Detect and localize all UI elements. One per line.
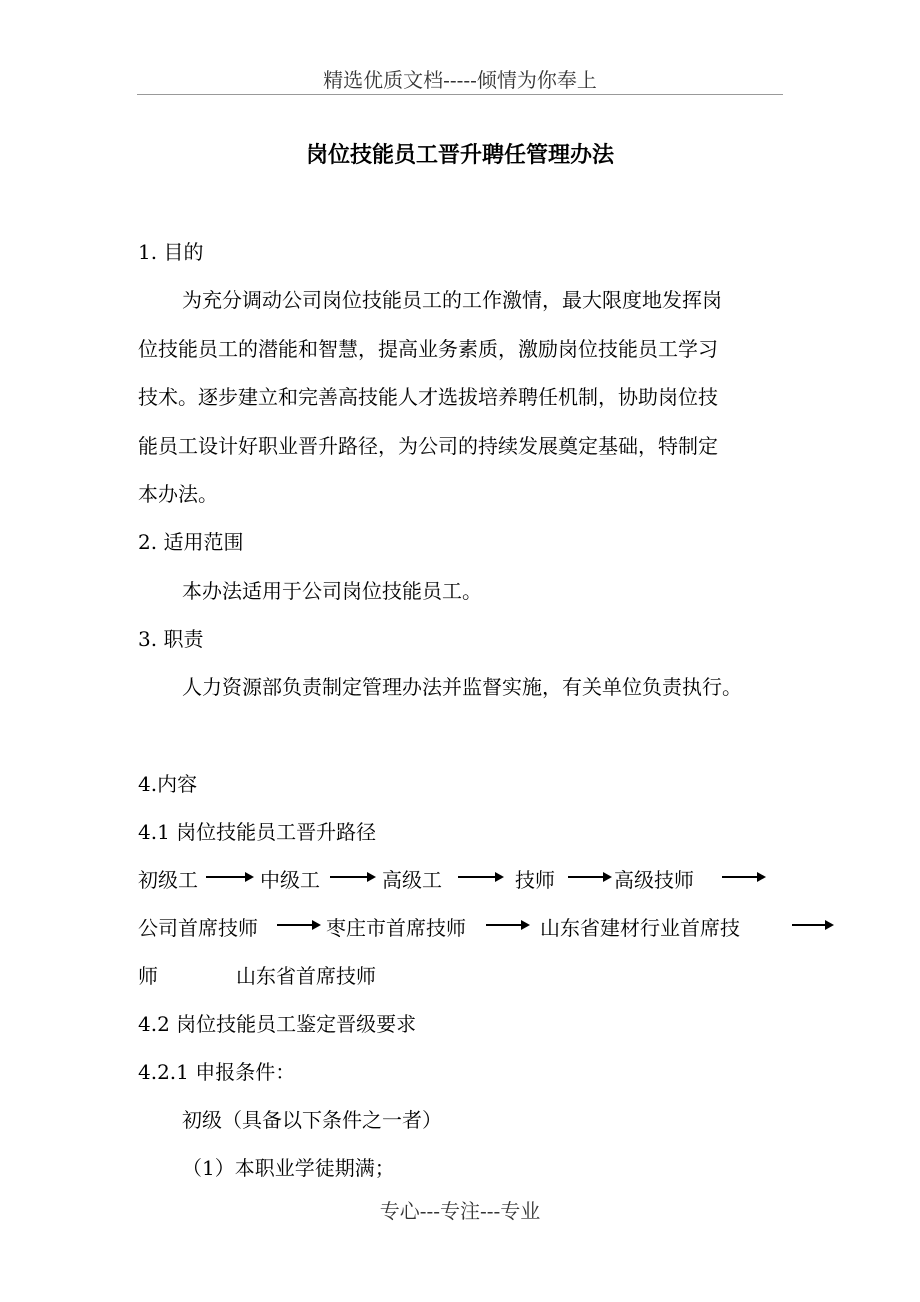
path-step-shandong-chief: 山东省首席技师 bbox=[236, 964, 376, 988]
section-1-heading: 1. 目的 bbox=[138, 240, 204, 264]
header-divider bbox=[137, 94, 783, 95]
path-step-zaozhuang-chief: 枣庄市首席技师 bbox=[326, 916, 466, 940]
section-2-text: 本办法适用于公司岗位技能员工。 bbox=[182, 579, 482, 603]
subsection-4-2-1: 4.2.1 申报条件： bbox=[138, 1060, 296, 1084]
path-arrow bbox=[486, 924, 528, 926]
section-1-line-2: 位技能员工的潜能和智慧，提高业务素质，激励岗位技能员工学习 bbox=[138, 337, 718, 361]
page-header: 精选优质文档-----倾情为你奉上 bbox=[323, 68, 597, 92]
path-arrow bbox=[206, 876, 252, 878]
section-4-heading: 4.内容 bbox=[138, 772, 198, 796]
page-footer: 专心---专注---专业 bbox=[379, 1199, 541, 1223]
section-3-text: 人力资源部负责制定管理办法并监督实施，有关单位负责执行。 bbox=[182, 675, 742, 699]
document-title: 岗位技能员工晋升聘任管理办法 bbox=[305, 142, 614, 168]
section-1-line-5: 本办法。 bbox=[138, 482, 218, 506]
path-arrow bbox=[330, 876, 374, 878]
path-arrow bbox=[458, 876, 502, 878]
section-2-heading: 2. 适用范围 bbox=[138, 530, 244, 554]
path-step-shandong-industry-chief: 山东省建材行业首席技 bbox=[540, 916, 740, 940]
condition-1: （1）本职业学徒期满； bbox=[182, 1156, 395, 1180]
subsection-4-1: 4.1 岗位技能员工晋升路径 bbox=[138, 820, 377, 844]
path-step-company-chief: 公司首席技师 bbox=[138, 916, 258, 940]
path-step-technician: 技师 bbox=[515, 868, 555, 892]
section-1-line-3: 技术。逐步建立和完善高技能人才选拔培养聘任机制，协助岗位技 bbox=[138, 385, 718, 409]
path-step-continuation: 师 bbox=[138, 964, 158, 988]
path-arrow bbox=[792, 924, 832, 926]
path-arrow bbox=[568, 876, 610, 878]
level-junior-heading: 初级（具备以下条件之一者） bbox=[182, 1108, 442, 1132]
path-step-junior: 初级工 bbox=[138, 868, 198, 892]
section-3-heading: 3. 职责 bbox=[138, 627, 204, 651]
section-1-line-1: 为充分调动公司岗位技能员工的工作激情，最大限度地发挥岗 bbox=[182, 288, 722, 312]
subsection-4-2: 4.2 岗位技能员工鉴定晋级要求 bbox=[138, 1012, 417, 1036]
path-arrow bbox=[277, 924, 319, 926]
path-step-senior-technician: 高级技师 bbox=[614, 868, 694, 892]
path-step-senior: 高级工 bbox=[382, 868, 442, 892]
path-step-intermediate: 中级工 bbox=[260, 868, 320, 892]
path-arrow bbox=[722, 876, 764, 878]
section-1-line-4: 能员工设计好职业晋升路径，为公司的持续发展奠定基础，特制定 bbox=[138, 434, 718, 458]
